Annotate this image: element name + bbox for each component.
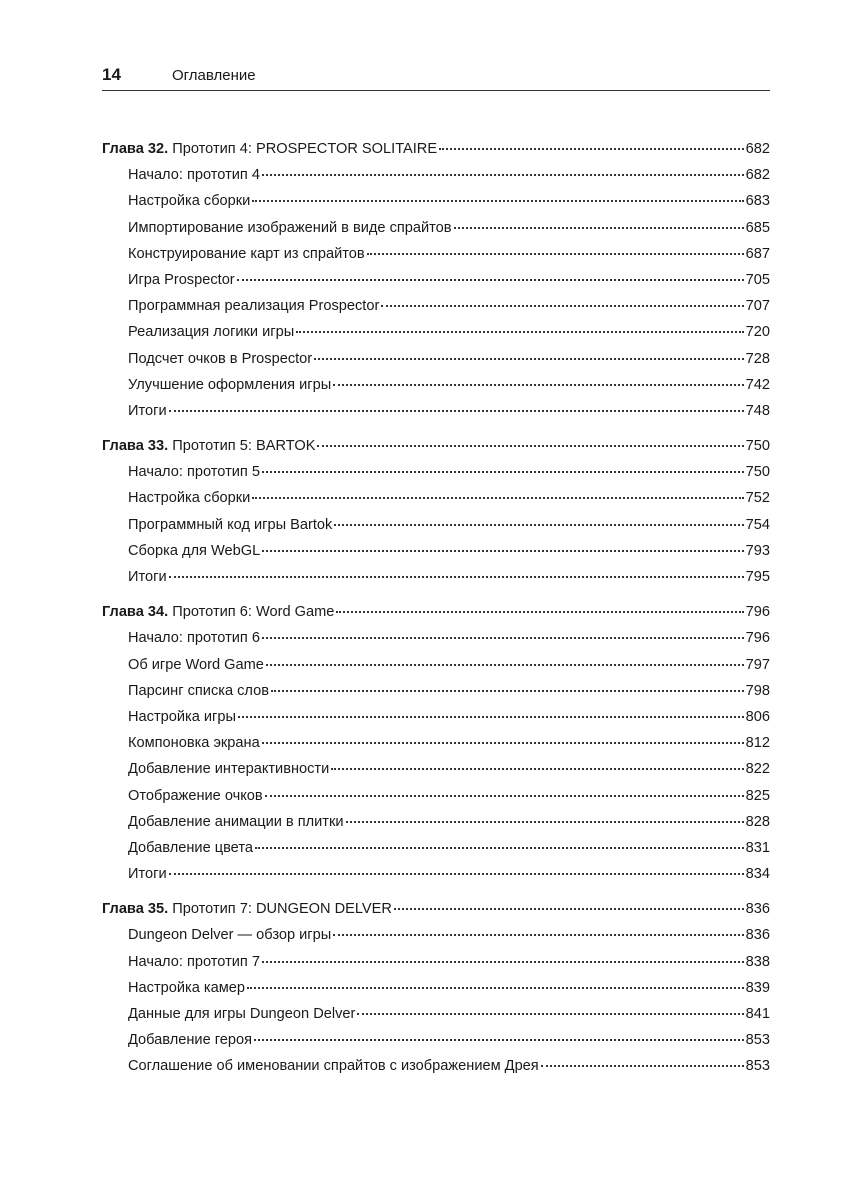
dot-leader [331, 752, 743, 770]
section-page-number: 720 [745, 324, 770, 341]
chapter-label [102, 435, 315, 457]
chapter-page-number: 836 [745, 901, 770, 918]
section-page-number: 705 [745, 271, 770, 288]
section-title: Конструирование карт из спрайтов [128, 245, 365, 262]
section-page-number: 838 [745, 953, 770, 970]
section-page-number: 834 [745, 866, 770, 883]
dot-leader [333, 918, 743, 936]
dot-leader [238, 700, 744, 718]
chapter-label [102, 138, 437, 160]
chapter-number: Глава 32. [102, 141, 169, 157]
section-page-number: 853 [745, 1032, 770, 1049]
dot-leader [454, 211, 744, 229]
section-page-number: 750 [745, 464, 770, 481]
section-page-number: 682 [745, 167, 770, 184]
dot-leader [266, 648, 744, 666]
dot-leader [336, 595, 743, 613]
dot-leader [394, 892, 744, 910]
section-title: Добавление интерактивности [128, 761, 330, 778]
header-title: Оглавление [172, 67, 256, 84]
dot-leader [169, 394, 744, 412]
dot-leader [262, 945, 744, 963]
section-page-number: 752 [745, 490, 770, 507]
dot-leader [381, 289, 743, 307]
dot-leader [169, 857, 744, 875]
dot-leader [262, 726, 744, 744]
section-title: Соглашение об именовании спрайтов с изображением Дрея [128, 1058, 539, 1075]
section-title: Реализация логики игры [128, 324, 295, 341]
dot-leader [247, 971, 744, 989]
chapter-block [102, 135, 770, 423]
dot-leader [333, 368, 743, 386]
section-title: Программный код игры Bartok [128, 516, 333, 533]
dot-leader [357, 997, 743, 1015]
chapter-page-number: 750 [745, 438, 770, 455]
section-page-number: 831 [745, 839, 770, 856]
section-title: Добавление героя [128, 1032, 252, 1049]
chapter-title: Прототип 4: PROSPECTOR SOLITAIRE [172, 141, 438, 157]
dot-leader [254, 1023, 744, 1041]
section-page-number: 798 [745, 682, 770, 699]
section-title: Подсчет очков в Prospector [128, 350, 313, 367]
chapter-label [102, 898, 392, 920]
dot-leader [439, 132, 744, 150]
section-page-number: 828 [745, 813, 770, 830]
dot-leader [262, 158, 744, 176]
section-page-number: 728 [745, 350, 770, 367]
section-entry[interactable] [102, 1052, 770, 1078]
section-title: Добавление анимации в плитки [128, 813, 344, 830]
section-title: Парсинг списка слов [128, 682, 269, 699]
section-title: Данные для игры Dungeon Delver [128, 1006, 356, 1022]
section-page-number: 742 [745, 376, 770, 393]
dot-leader [255, 831, 744, 849]
chapter-block [102, 598, 770, 886]
section-title: Импортирование изображений в виде спрайтов [128, 219, 452, 236]
dot-leader [169, 560, 744, 578]
dot-leader [314, 342, 743, 360]
section-title: Сборка для WebGL [128, 542, 261, 559]
section-page-number: 685 [745, 219, 770, 236]
section-title: Настройка сборки [128, 490, 251, 507]
section-page-number: 812 [745, 735, 770, 752]
section-page-number: 836 [745, 927, 770, 944]
section-title: Компоновка экрана [128, 735, 260, 752]
section-entry[interactable] [102, 563, 770, 589]
chapter-number: Глава 34. [102, 604, 169, 621]
section-title: Начало: прототип 6 [128, 630, 260, 647]
dot-leader [252, 184, 743, 202]
section-title: Начало: прототип 7 [128, 953, 260, 970]
page-number: 14 [102, 65, 121, 84]
chapter-number: Глава 33. [102, 438, 169, 455]
section-page-number: 825 [745, 787, 770, 804]
section-page-number: 748 [745, 402, 770, 419]
section-page-number: 806 [745, 708, 770, 725]
dot-leader [317, 429, 743, 447]
section-page-number: 793 [745, 542, 770, 559]
section-title: Настройка камер [128, 979, 245, 996]
section-title: Игра Prospector [128, 271, 235, 288]
section-page-number: 853 [745, 1058, 770, 1075]
section-title: Dungeon Delver — обзор игры [128, 927, 332, 944]
chapter-block [102, 432, 770, 589]
section-title: Итоги [128, 569, 167, 585]
section-page-number: 822 [745, 761, 770, 778]
section-page-number: 841 [745, 1006, 770, 1022]
chapter-number: Глава 35. [102, 901, 169, 918]
section-page-number: 797 [745, 656, 770, 673]
section-title: Настройка игры [128, 708, 236, 725]
chapter-label [102, 601, 334, 623]
section-title: Начало: прототип 4 [128, 167, 260, 184]
section-title: Об игре Word Game [128, 656, 264, 673]
chapter-title: Прототип 5: BARTOK [172, 438, 316, 455]
chapter-page-number: 682 [745, 141, 770, 157]
running-header [102, 64, 770, 91]
dot-leader [252, 481, 743, 499]
section-page-number: 754 [745, 516, 770, 533]
section-title: Отображение очков [128, 787, 263, 804]
section-title: Итоги [128, 866, 167, 883]
section-page-number: 839 [745, 979, 770, 996]
dot-leader [296, 315, 743, 333]
section-entry[interactable] [102, 397, 770, 423]
chapter-block [102, 895, 770, 1078]
chapter-title: Прототип 6: Word Game [172, 604, 335, 621]
section-title: Улучшение оформления игры [128, 376, 332, 393]
section-page-number: 707 [745, 298, 770, 315]
table-of-contents [102, 135, 770, 1088]
dot-leader [237, 263, 744, 281]
dot-leader [265, 779, 744, 797]
dot-leader [367, 237, 744, 255]
section-title: Программная реализация Prospector [128, 298, 380, 315]
section-page-number: 687 [745, 245, 770, 262]
dot-leader [334, 508, 743, 526]
section-page-number: 683 [745, 193, 770, 210]
dot-leader [262, 534, 743, 552]
section-title: Итоги [128, 402, 167, 419]
dot-leader [262, 621, 744, 639]
dot-leader [262, 455, 744, 473]
section-entry[interactable] [102, 860, 770, 886]
dot-leader [271, 674, 744, 692]
section-title: Настройка сборки [128, 193, 251, 210]
chapter-page-number: 796 [745, 604, 770, 621]
section-page-number: 795 [745, 569, 770, 585]
section-page-number: 796 [745, 630, 770, 647]
chapter-title: Прототип 7: DUNGEON DELVER [172, 901, 392, 918]
dot-leader [541, 1049, 744, 1067]
dot-leader [346, 805, 744, 823]
section-title: Добавление цвета [128, 839, 253, 856]
section-title: Начало: прототип 5 [128, 464, 260, 481]
